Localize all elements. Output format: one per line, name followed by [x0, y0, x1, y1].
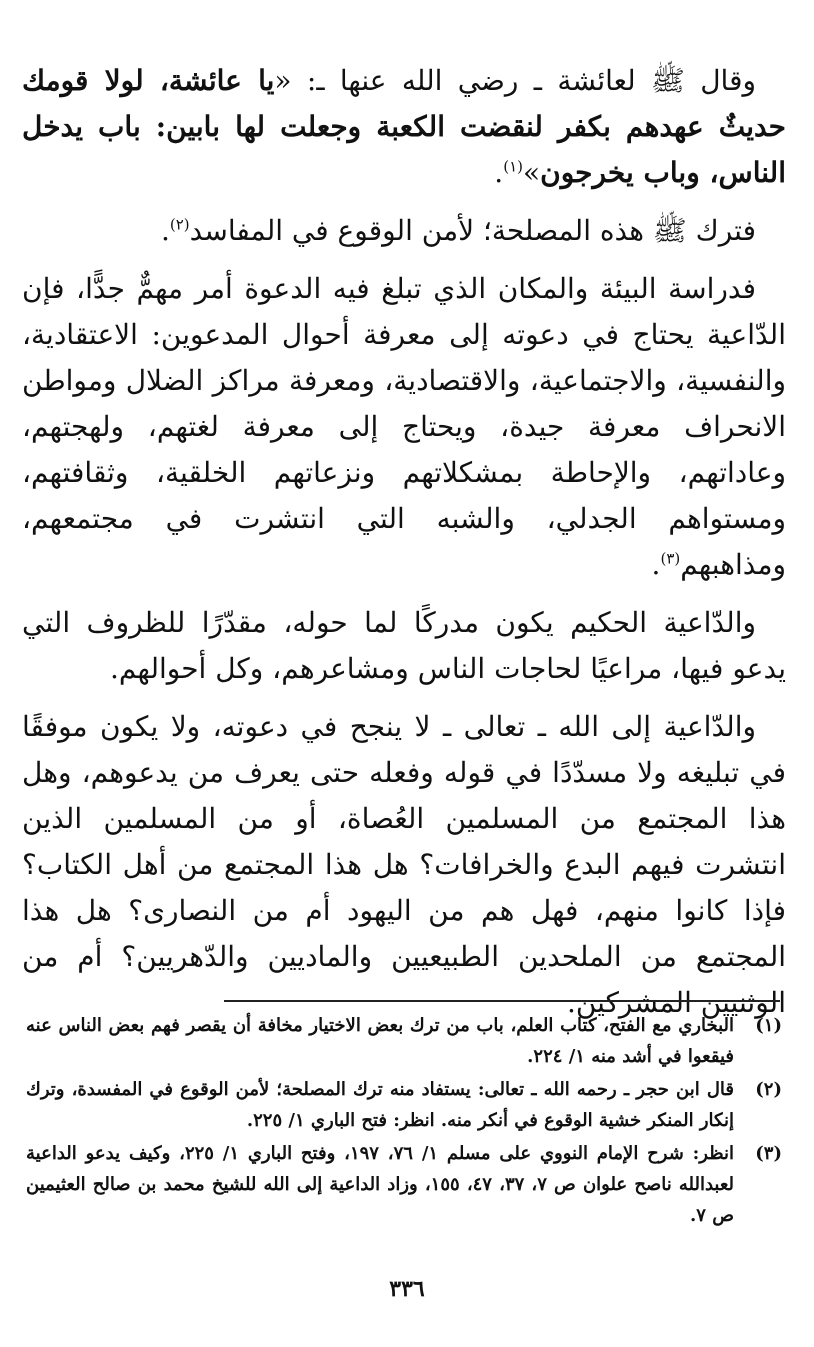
paragraph-text: فدراسة البيئة والمكان الذي تبلغ فيه الدعوة أمر مهمٌّ جدًّا، فإن الدّاعية يحتاج في دعوته إلى معرفة أحوال المدعوين: الاعتقادية، والنفسية، والاجتماعية، والاقتصادية، ومعرفة مراكز الضلال ومواطن الانحراف معرفة جيدة، ويحتاج إلى معرفة لغتهم، ولهجتهم، وعاداتهم، والإحاطة بمشكلاتهم ونزعاتهم الخلقية، وثقافتهم، ومستواهم الجدلي، والشبه التي انتشرت في مجتمعهم، ومذاهبهم — [22, 272, 786, 581]
hadith-quote: يا عائشة، لولا قومك حديثٌ عهدهم بكفر لنقضت الكعبة وجعلت لها بابين: باب يدخل الناس، وباب يخرجون — [22, 64, 786, 189]
paragraph-maslaha — [22, 208, 786, 254]
footnote-text: انظر: شرح الإمام النووي على مسلم ١/ ٧٦، ١٩٧، وفتح الباري ١/ ٢٢٥، وكيف يدعو الداعية لعبدالله ناصح علوان ص ٧، ٣٧، ٤٧، ١٥٥، وزاد الداعية إلى الله للشيخ محمد بن صالح العثيمين ص ٧. — [26, 1143, 735, 1226]
main-text — [22, 58, 786, 1038]
hadith-intro: وقال ﷺ لعائشة ـ رضي الله عنها ـ: « — [274, 64, 756, 97]
footnote-number: (١) — [755, 1015, 782, 1036]
footnote-text: البخاري مع الفتح، كتاب العلم، باب من ترك بعض الاختيار مخافة أن يقصر فهم بعض الناس عنه فيقعوا في أشد منه ١/ ٢٢٤. — [26, 1015, 734, 1067]
paragraph-wise-preacher — [22, 600, 786, 692]
footnote-divider — [224, 1000, 780, 1002]
footnote-ref-1: (١) — [503, 157, 523, 176]
footnote-ref-2: (٢) — [169, 215, 190, 234]
footnote-1 — [26, 1010, 782, 1072]
paragraph-hadith — [22, 58, 786, 196]
footnote-2 — [26, 1074, 782, 1136]
period: . — [160, 214, 170, 247]
paragraph-text: فترك ﷺ هذه المصلحة؛ لأمن الوقوع في المفاسد — [189, 214, 756, 247]
footnote-ref-3: (٣) — [660, 549, 681, 568]
footnote-3 — [26, 1138, 782, 1231]
page-number: ٣٣٦ — [389, 1276, 425, 1302]
footnote-number: (٣) — [755, 1143, 782, 1164]
period: . — [651, 548, 661, 581]
paragraph-text: والدّاعية الحكيم يكون مدركًا لما حوله، مقدّرًا للظروف التي يدعو فيها، مراعيًا لحاجات الناس ومشاعرهم، وكل أحوالهم. — [22, 606, 786, 685]
period: . — [494, 156, 504, 189]
hadith-close-quote: » — [522, 156, 541, 189]
footnote-text: قال ابن حجر ـ رحمه الله ـ تعالى: يستفاد منه ترك المصلحة؛ لأمن الوقوع في المفسدة، وترك إنكار المنكر خشية الوقوع في أنكر منه. انظر: فتح الباري ١/ ٢٢٥. — [26, 1079, 734, 1131]
paragraph-environment-study — [22, 266, 786, 588]
footnotes — [26, 1010, 782, 1233]
paragraph-know-audience — [22, 704, 786, 1026]
footnote-number: (٢) — [755, 1079, 782, 1100]
paragraph-text: والدّاعية إلى الله ـ تعالى ـ لا ينجح في دعوته، ولا يكون موفقًا في تبليغه ولا مسدّدًا في قوله وفعله حتى يعرف من يدعوهم، وهل هذا المجتمع من المسلمين العُصاة، أو من المسلمين الذين انتشرت فيهم البدع والخرافات؟ هل هذا المجتمع من أهل الكتاب؟ فإذا كانوا منهم، فهل هم من اليهود أم من النصارى؟ هل هذا المجتمع من الملحدين الطبيعيين والماديين والدّهريين؟ أم من الوثنيين المشركين. — [22, 710, 786, 1019]
